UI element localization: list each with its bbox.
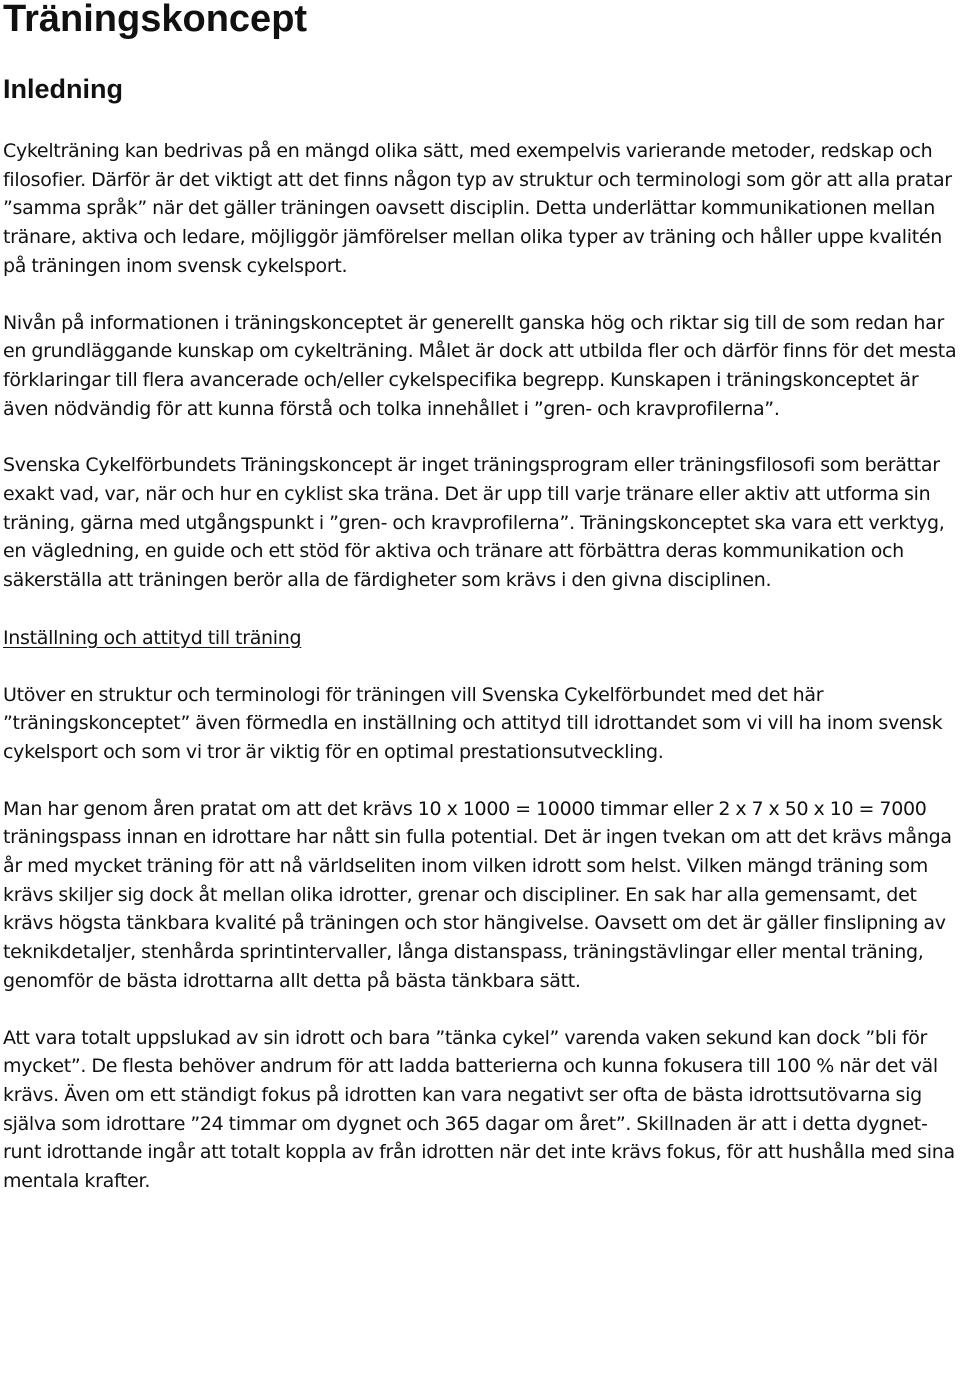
- paragraph-intro: Cykelträning kan bedrivas på en mängd olika sätt, med exempelvis varierande metoder, redskap och filosofier. Därför är det viktigt att det finns någon typ av struktur och terminologi som gör att alla pratar ”samma språk” när det gäller träningen oavsett disciplin. Detta underlättar kommunikationen mellan tränare, aktiva och ledare, möjliggör jämförelser mellan olika typer av träning och håller uppe kvalitén på träningen inom svensk cykelsport.: [3, 140, 952, 277]
- paragraph-information-level: Nivån på informationen i träningskonceptet är generellt ganska hög och riktar sig till de som redan har en grundläggande kunskap om cykelträning. Målet är dock att utbilda fler och därför finns för det mesta förklaringar till flera avancerade och/eller cykelspecifika begrepp. Kunskapen i träningskonceptet är även nödvändig för att kunna förstå och tolka innehållet i ”gren- och kravprofilerna”.: [3, 311, 957, 420]
- document-page: [3, 0, 960, 1196]
- subheading-attitude: Inställning och attityd till träning: [3, 626, 302, 649]
- paragraph-training-hours: Man har genom åren pratat om att det krävs 10 x 1000 = 10000 timmar eller 2 x 7 x 50 x 10 = 7000 träningspass innan en idrottare har nått sin fulla potential. Det är ingen tvekan om att det krävs många år med mycket träning för att nå världseliten inom vilken idrott som helst. Vilken mängd träning som krävs skiljer sig dock åt mellan olika idrotter, grenar och discipliner. En sak har alla gemensamt, det krävs högsta tänkbara kvalité på träningen och stor hängivelse. Oavsett om det är gäller finslipning av teknikdetaljer, stenhårda sprintintervaller, långa distanspass, träningstävlingar eller mental träning, genomför de bästa idrottarna allt detta på bästa tänkbara sätt.: [3, 797, 952, 992]
- paragraph-training-concept: Svenska Cykelförbundets Träningskoncept är inget träningsprogram eller träningsfilosofi som berättar exakt vad, var, när och hur en cyklist ska träna. Det är upp till varje tränare eller aktiv att utforma sin träning, gärna med utgångspunkt i ”gren- och kravprofilerna”. Träningskonceptet ska vara ett verktyg, en vägledning, en guide och ett stöd för aktiva och tränare att förbättra deras kommunikation och säkerställa att träningen berör alla de färdigheter som krävs i den givna disciplinen.: [3, 454, 945, 592]
- document-title: Träningskoncept: [3, 0, 308, 40]
- paragraph-total-focus: Att vara totalt uppslukad av sin idrott och bara ”tänka cykel” varenda vaken sekund kan dock ”bli för mycket”. De flesta behöver andrum för att ladda batterierna och kunna fokusera till 100 % när det väl krävs. Även om ett ständigt fokus på idrotten kan vara negativt ser ofta de bästa idrottsutövarna sig själva som idrottare ”24 timmar om dygnet och 365 dagar om året”. Skillnaden är att i detta dygnet-runt idrottande ingår att totalt koppla av från idrotten när det inte krävs fokus, för att hushålla med sina mentala krafter.: [3, 1026, 955, 1193]
- paragraph-structure-attitude: Utöver en struktur och terminologi för träningen vill Svenska Cykelförbundet med det här ”träningskonceptet” även förmedla en inställning och attityd till idrottandet som vi vill ha inom svensk cykelsport och som vi tror är viktig för en optimal prestationsutveckling.: [3, 683, 943, 763]
- section-heading-inledning: Inledning: [3, 74, 123, 104]
